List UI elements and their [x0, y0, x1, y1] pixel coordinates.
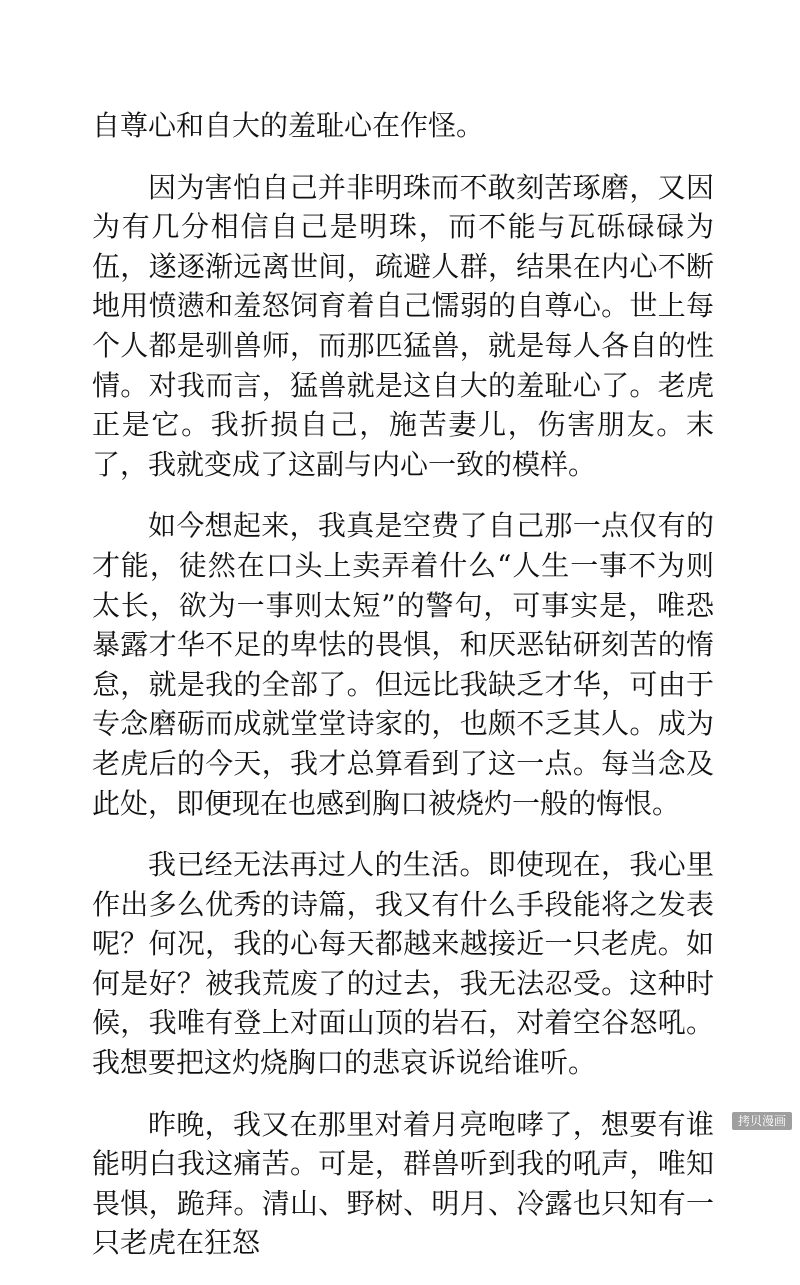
text-body — [92, 106, 714, 1285]
watermark: 拷贝漫画 — [732, 1112, 792, 1130]
paragraph-4: 我已经无法再过人的生活。即使现在，我心里作出多么优秀的诗篇，我又有什么手段能将之发表呢？何况，我的心每天都越来越接近一只老虎。如何是好？被我荒废了的过去，我无法忍受。这种时候，我唯有登上对面山顶的岩石，对着空谷怒吼。我想要把这灼烧胸口的悲哀诉说给谁听。 — [92, 848, 714, 1080]
paragraph-5: 昨晚，我又在那里对着月亮咆哮了，想要有谁能明白我这痛苦。可是，群兽听到我的吼声，唯知畏惧，跪拜。清山、野树、明月、冷露也只知有一只老虎在狂怒 — [92, 1107, 714, 1260]
paragraph-1: 自尊心和自大的羞耻心在作怪。 — [92, 109, 485, 142]
paragraph-2: 因为害怕自己并非明珠而不敢刻苦琢磨，又因为有几分相信自己是明珠，而不能与瓦砾碌碌为伍，遂逐渐远离世间，疏避人群，结果在内心不断地用愤懑和羞怒饲育着自己懦弱的自尊心。世上每个人都是驯兽师，而那匹猛兽，就是每人各自的性情。对我而言，猛兽就是这自大的羞耻心了。老虎正是它。我折损自己，施苦妻儿，伤害朋友。末了，我就变成了这副与内心一致的模样。 — [92, 170, 714, 481]
paragraph-3: 如今想起来，我真是空费了自己那一点仅有的才能，徒然在口头上卖弄着什么“人生一事不为则太长，欲为一事则太短”的警句，可事实是，唯恐暴露才华不足的卑怯的畏惧，和厌恶钻研刻苦的惰怠，就是我的全部了。但远比我缺乏才华，可由于专念磨砺而成就堂堂诗家的，也颇不乏其人。成为老虎后的今天，我才总算看到了这一点。每当念及此处，即便现在也感到胸口被烧灼一般的悔恨。 — [92, 509, 714, 820]
